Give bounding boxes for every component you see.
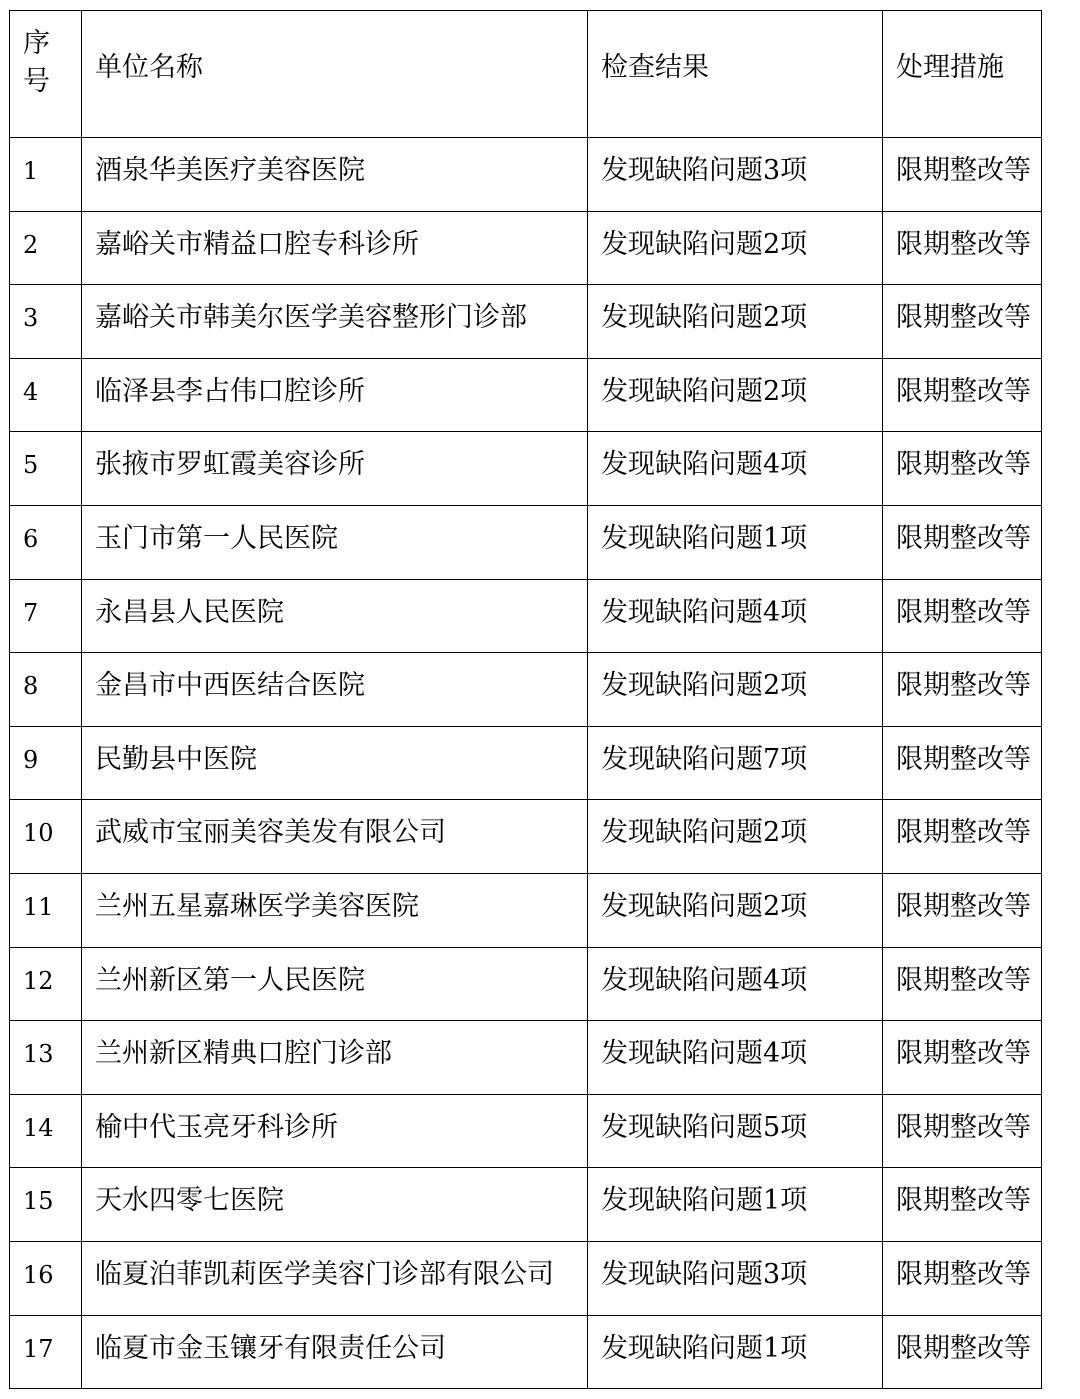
table-row	[10, 138, 1042, 212]
table-row	[10, 1241, 1042, 1315]
row-measure: 限期整改等	[883, 800, 1042, 874]
table-row	[10, 873, 1042, 947]
row-unit-name: 临夏市金玉镶牙有限责任公司	[82, 1315, 588, 1389]
inspection-results-table	[9, 10, 1042, 1389]
row-result: 发现缺陷问题5项	[588, 1094, 883, 1168]
row-result: 发现缺陷问题2项	[588, 653, 883, 727]
row-unit-name: 嘉峪关市韩美尔医学美容整形门诊部	[82, 285, 588, 359]
row-result: 发现缺陷问题4项	[588, 1021, 883, 1095]
row-unit-name: 临夏泊菲凯莉医学美容门诊部有限公司	[82, 1241, 588, 1315]
row-measure: 限期整改等	[883, 1168, 1042, 1242]
row-unit-name: 天水四零七医院	[82, 1168, 588, 1242]
row-measure: 限期整改等	[883, 653, 1042, 727]
row-result: 发现缺陷问题2项	[588, 358, 883, 432]
row-result: 发现缺陷问题4项	[588, 432, 883, 506]
row-index: 3	[10, 285, 82, 359]
row-index: 5	[10, 432, 82, 506]
row-result: 发现缺陷问题4项	[588, 947, 883, 1021]
row-index: 4	[10, 358, 82, 432]
row-unit-name: 玉门市第一人民医院	[82, 505, 588, 579]
row-result: 发现缺陷问题2项	[588, 285, 883, 359]
row-measure: 限期整改等	[883, 1094, 1042, 1168]
row-measure: 限期整改等	[883, 947, 1042, 1021]
row-unit-name: 永昌县人民医院	[82, 579, 588, 653]
row-unit-name: 兰州五星嘉琳医学美容医院	[82, 873, 588, 947]
row-index: 11	[10, 873, 82, 947]
row-measure: 限期整改等	[883, 579, 1042, 653]
row-unit-name: 民勤县中医院	[82, 726, 588, 800]
row-measure: 限期整改等	[883, 211, 1042, 285]
row-result: 发现缺陷问题1项	[588, 1315, 883, 1389]
table-row	[10, 505, 1042, 579]
row-index: 10	[10, 800, 82, 874]
header-index	[10, 11, 82, 138]
row-unit-name: 张掖市罗虹霞美容诊所	[82, 432, 588, 506]
table-header-row	[10, 11, 1042, 138]
table-row	[10, 726, 1042, 800]
row-unit-name: 武威市宝丽美容美发有限公司	[82, 800, 588, 874]
row-result: 发现缺陷问题2项	[588, 211, 883, 285]
table-row	[10, 211, 1042, 285]
row-result: 发现缺陷问题1项	[588, 505, 883, 579]
row-index: 6	[10, 505, 82, 579]
row-index: 9	[10, 726, 82, 800]
table-row	[10, 1315, 1042, 1389]
row-index: 1	[10, 138, 82, 212]
row-index: 8	[10, 653, 82, 727]
row-measure: 限期整改等	[883, 358, 1042, 432]
row-measure: 限期整改等	[883, 285, 1042, 359]
row-measure: 限期整改等	[883, 505, 1042, 579]
row-unit-name: 榆中代玉亮牙科诊所	[82, 1094, 588, 1168]
table-row	[10, 1021, 1042, 1095]
row-result: 发现缺陷问题7项	[588, 726, 883, 800]
table-row	[10, 947, 1042, 1021]
row-result: 发现缺陷问题3项	[588, 1241, 883, 1315]
row-result: 发现缺陷问题2项	[588, 800, 883, 874]
table-row	[10, 800, 1042, 874]
row-measure: 限期整改等	[883, 1021, 1042, 1095]
row-measure: 限期整改等	[883, 726, 1042, 800]
header-index-char-2: 号	[23, 66, 50, 97]
row-measure: 限期整改等	[883, 873, 1042, 947]
table-row	[10, 1168, 1042, 1242]
header-result: 检查结果	[588, 11, 883, 138]
row-index: 13	[10, 1021, 82, 1095]
row-unit-name: 嘉峪关市精益口腔专科诊所	[82, 211, 588, 285]
row-unit-name: 兰州新区精典口腔门诊部	[82, 1021, 588, 1095]
row-unit-name: 临泽县李占伟口腔诊所	[82, 358, 588, 432]
row-unit-name: 金昌市中西医结合医院	[82, 653, 588, 727]
header-unit-name: 单位名称	[82, 11, 588, 138]
header-index-char-1: 序	[23, 28, 50, 59]
table-row	[10, 285, 1042, 359]
row-unit-name: 兰州新区第一人民医院	[82, 947, 588, 1021]
row-result: 发现缺陷问题4项	[588, 579, 883, 653]
table-row	[10, 579, 1042, 653]
row-index: 7	[10, 579, 82, 653]
row-index: 12	[10, 947, 82, 1021]
row-measure: 限期整改等	[883, 432, 1042, 506]
table-row	[10, 653, 1042, 727]
table-body	[10, 11, 1042, 1389]
row-result: 发现缺陷问题3项	[588, 138, 883, 212]
row-measure: 限期整改等	[883, 138, 1042, 212]
table-row	[10, 432, 1042, 506]
row-index: 2	[10, 211, 82, 285]
table-row	[10, 358, 1042, 432]
row-unit-name: 酒泉华美医疗美容医院	[82, 138, 588, 212]
row-index: 16	[10, 1241, 82, 1315]
row-index: 15	[10, 1168, 82, 1242]
row-index: 17	[10, 1315, 82, 1389]
row-result: 发现缺陷问题2项	[588, 873, 883, 947]
row-measure: 限期整改等	[883, 1315, 1042, 1389]
header-measure: 处理措施	[883, 11, 1042, 138]
table-row	[10, 1094, 1042, 1168]
row-result: 发现缺陷问题1项	[588, 1168, 883, 1242]
row-measure: 限期整改等	[883, 1241, 1042, 1315]
row-index: 14	[10, 1094, 82, 1168]
